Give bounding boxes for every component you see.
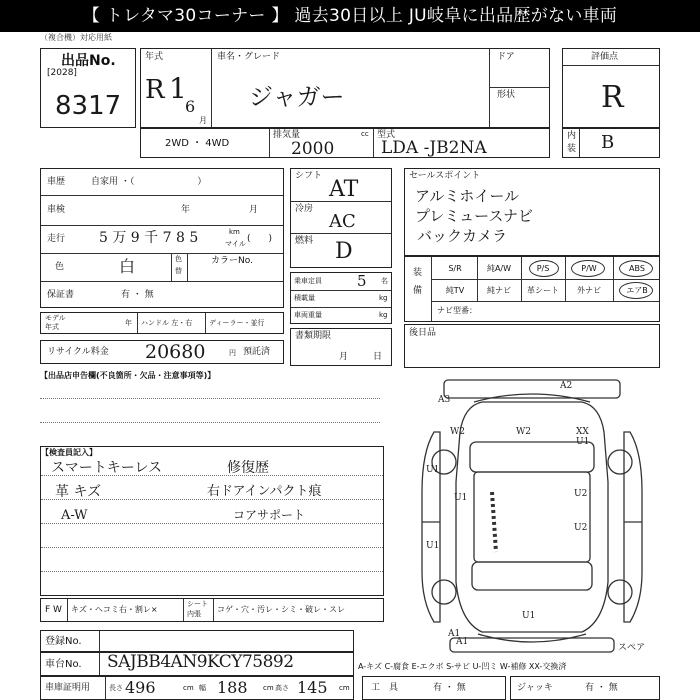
circle-airbag	[619, 282, 653, 299]
note-right-1: 修復歴	[227, 460, 269, 476]
cert-w-label: 幅	[199, 684, 206, 692]
name-label: 車名・グレード	[217, 52, 281, 62]
docs-day: 日	[373, 352, 383, 362]
fuel-value: D	[335, 239, 353, 264]
car-right-side	[624, 432, 642, 622]
jack-row	[510, 676, 660, 700]
chassis-row	[40, 652, 354, 676]
note-left-1: スマートキーレス	[51, 460, 163, 476]
sale-point-1: アルミホイール	[415, 187, 520, 205]
fw-strip	[40, 598, 384, 622]
later-label: 後日品	[409, 328, 437, 338]
color-value: 白	[119, 257, 136, 276]
lot-code: [2028]	[47, 68, 77, 78]
vehicle-block	[140, 48, 550, 128]
capacity-value: 5	[357, 272, 367, 290]
model-year-label1: モデル	[45, 314, 66, 322]
year-month: 6	[185, 97, 196, 116]
car-left-side	[422, 432, 440, 622]
sale-point-2: プレミュースナビ	[415, 207, 534, 225]
fw-label: F W	[45, 605, 62, 615]
equip-navi: 純ナビ	[487, 286, 511, 295]
model-year-unit: 年	[125, 319, 132, 327]
year-era: R	[145, 75, 165, 105]
mark-u1-a: U1	[576, 437, 590, 447]
equip-label2: 備	[413, 286, 423, 296]
cert-h-label: 高さ	[275, 684, 289, 692]
mileage-label: 走行	[47, 234, 66, 244]
color-swap2: 替	[175, 267, 182, 275]
name-value: ジャガー	[249, 83, 345, 111]
tools-options: 有 ・ 無	[433, 683, 466, 693]
inspection-month-unit: 月	[249, 205, 259, 215]
equip-ext-navi: 外ナビ	[577, 286, 601, 295]
cert-w-value: 188	[217, 678, 248, 697]
score-box	[562, 48, 660, 128]
seat-items: コゲ・穴・汚レ・シミ・破レ・スレ	[217, 605, 345, 614]
lot-box	[40, 48, 136, 128]
lot-label: 出品No.	[61, 53, 116, 69]
sale-points-label: セールスポイント	[409, 171, 481, 181]
mark-a1-b: A1	[456, 637, 469, 647]
circle-abs	[619, 260, 653, 277]
score-label: 評価点	[591, 52, 619, 62]
chassis-value: SAJBB4AN9KCY75892	[107, 652, 294, 672]
mark-u2-a: U2	[574, 489, 588, 499]
equip-navi-model: ナビ型番：	[437, 306, 477, 315]
recycle-label: リサイクル料金	[47, 347, 109, 357]
warranty-label: 保証書	[47, 290, 75, 300]
mileage-km: km	[229, 228, 240, 236]
color-no-label: カラーNo.	[211, 256, 253, 266]
year-label: 年式	[145, 52, 164, 62]
interior-label2: 装	[567, 144, 577, 154]
circle-pw	[571, 260, 605, 277]
equip-abs: ABS	[629, 264, 645, 273]
inspector-label: 【検査員記入】	[41, 448, 97, 457]
equip-sr: S/R	[448, 264, 462, 273]
door-label: ドア	[497, 52, 515, 62]
weight-unit: kg	[379, 311, 388, 319]
cert-row	[40, 676, 354, 700]
mark-xx: XX	[576, 427, 589, 437]
reg-row	[40, 630, 354, 652]
mark-u1-b: U1	[426, 465, 440, 475]
inspector-box	[40, 446, 384, 596]
car-roof	[474, 472, 590, 562]
note-left-2: 革 キズ	[55, 484, 102, 500]
drive-label: 2WD ・ 4WD	[165, 138, 230, 149]
docs-label: 書類期限	[295, 331, 332, 341]
cert-cm-2: cm	[263, 684, 274, 692]
damage-legend: A-キズ C-腐食 E-エクボ S-サビ U-凹ミ W-補修 XX-交換済	[358, 662, 567, 671]
mark-a2: A2	[560, 381, 573, 391]
equipment-box	[404, 256, 660, 322]
reg-label: 登録No.	[45, 636, 82, 647]
score-value: R	[601, 80, 624, 115]
car-wheel-fr	[608, 450, 632, 474]
equip-aw: 純A/W	[486, 264, 512, 273]
equip-leather: 革シート	[527, 286, 559, 295]
model-year-row	[40, 312, 284, 334]
mark-a1-a: A1	[448, 629, 461, 639]
equip-tv: 純TV	[445, 286, 465, 295]
car-wheel-rl	[432, 580, 456, 604]
seat-label1: シート	[187, 600, 208, 608]
history-block	[40, 168, 284, 308]
jack-label: ジャッキ	[517, 683, 553, 693]
recycle-deposit: 預託済	[243, 347, 271, 357]
dealer-options: ディーラー・並行	[209, 319, 265, 327]
shift-block	[290, 168, 392, 268]
spec-row	[140, 128, 550, 158]
later-box	[404, 324, 660, 368]
color-label: 色	[55, 262, 65, 272]
tools-row	[362, 676, 506, 700]
car-rear-view	[450, 638, 614, 652]
note-left-3: A-W	[61, 508, 88, 523]
model-label: 型式	[377, 130, 396, 140]
interior-box	[562, 128, 660, 158]
shift-value: AT	[329, 177, 359, 202]
jack-options: 有 ・ 無	[585, 683, 618, 693]
mark-w2-top: W2	[516, 427, 531, 437]
lot-number: 8317	[55, 91, 122, 121]
weight-label: 車両重量	[294, 311, 322, 319]
mark-u2-b: U2	[574, 523, 588, 533]
cert-len-label: 長さ	[109, 684, 123, 692]
seller-notes-label: 【出品店申告欄(不良箇所・欠品・注意事項等)】	[40, 371, 216, 380]
sale-point-3: バックカメラ	[417, 227, 508, 245]
disp-value: 2000	[291, 139, 335, 159]
note-right-3: コアサポート	[233, 508, 306, 522]
cert-label: 車庫証明用	[45, 683, 91, 693]
recycle-row	[40, 340, 284, 364]
mileage-value: 5 万 9 千 7 8 5	[99, 230, 199, 246]
equip-pw: P/W	[581, 264, 597, 273]
aircon-label: 冷房	[295, 204, 314, 214]
shape-label: 形状	[497, 90, 516, 100]
handle-options: ハンドル 左・右	[141, 319, 193, 327]
recycle-unit: 円	[229, 349, 236, 357]
year-value: 1	[169, 72, 187, 105]
tools-label: 工 具	[371, 683, 399, 693]
cert-cm-1: cm	[183, 684, 194, 692]
capacity-label: 乗車定員	[294, 277, 322, 285]
history-label: 車歴	[47, 177, 66, 187]
recycle-value: 20680	[145, 341, 206, 363]
load-unit: kg	[379, 294, 388, 302]
shift-label: シフト	[295, 171, 323, 181]
car-diagram	[404, 372, 660, 660]
model-year-label2: 年式	[45, 323, 59, 331]
fuel-label: 燃料	[295, 236, 314, 246]
seat-label2: 内張	[187, 610, 201, 618]
year-month-unit: 月	[199, 116, 207, 125]
header-partial: （複合機）対応用紙	[40, 33, 112, 42]
mileage-paren: ( )	[247, 234, 273, 244]
capacity-block	[290, 272, 392, 324]
mark-u1-d: U1	[426, 541, 440, 551]
mark-u1-c: U1	[454, 493, 468, 503]
disp-label: 排気量	[273, 130, 301, 140]
aircon-value: AC	[329, 211, 356, 232]
equip-label1: 装	[413, 268, 423, 278]
sale-points-box	[404, 168, 660, 256]
inspection-year-unit: 年	[181, 205, 191, 215]
fw-items: キズ・ヘコミ右・割レ×	[71, 605, 158, 614]
car-repair-hatch	[492, 492, 496, 552]
mark-w2-left: W2	[450, 427, 465, 437]
cert-h-value: 145	[297, 678, 328, 697]
model-value: LDA -JB2NA	[381, 138, 487, 158]
circle-ps	[529, 260, 559, 277]
inspection-label: 車検	[47, 205, 66, 215]
car-front-view	[444, 380, 620, 398]
cert-cm-3: cm	[339, 684, 350, 692]
chassis-label: 車台No.	[45, 659, 82, 670]
note-right-2: 右ドアインパクト痕	[207, 484, 322, 499]
mark-a3: A3	[438, 395, 451, 405]
docs-month: 月	[339, 352, 349, 362]
mileage-mile: マイル	[225, 240, 246, 248]
spare-label: スペア	[618, 643, 646, 653]
car-rear-window	[472, 562, 592, 590]
history-options: 自家用 ・（ ）	[91, 177, 207, 187]
car-wheel-rr	[608, 580, 632, 604]
warranty-options: 有 ・ 無	[121, 290, 154, 300]
docs-block	[290, 328, 392, 366]
color-swap1: 色	[175, 255, 182, 263]
cert-len-value: 496	[125, 678, 156, 697]
equip-airbag: エアB	[626, 286, 648, 295]
load-label: 積載量	[294, 294, 315, 302]
mark-u1-e: U1	[522, 611, 536, 621]
interior-label1: 内	[567, 131, 577, 141]
banner: 【 トレタマ30コーナー 】 過去30日以上 JU岐阜に出品歴がない車両	[0, 0, 700, 32]
disp-unit: cc	[361, 130, 369, 138]
capacity-unit: 名	[381, 277, 388, 285]
interior-value: B	[601, 132, 615, 153]
equip-ps: P/S	[536, 264, 550, 273]
